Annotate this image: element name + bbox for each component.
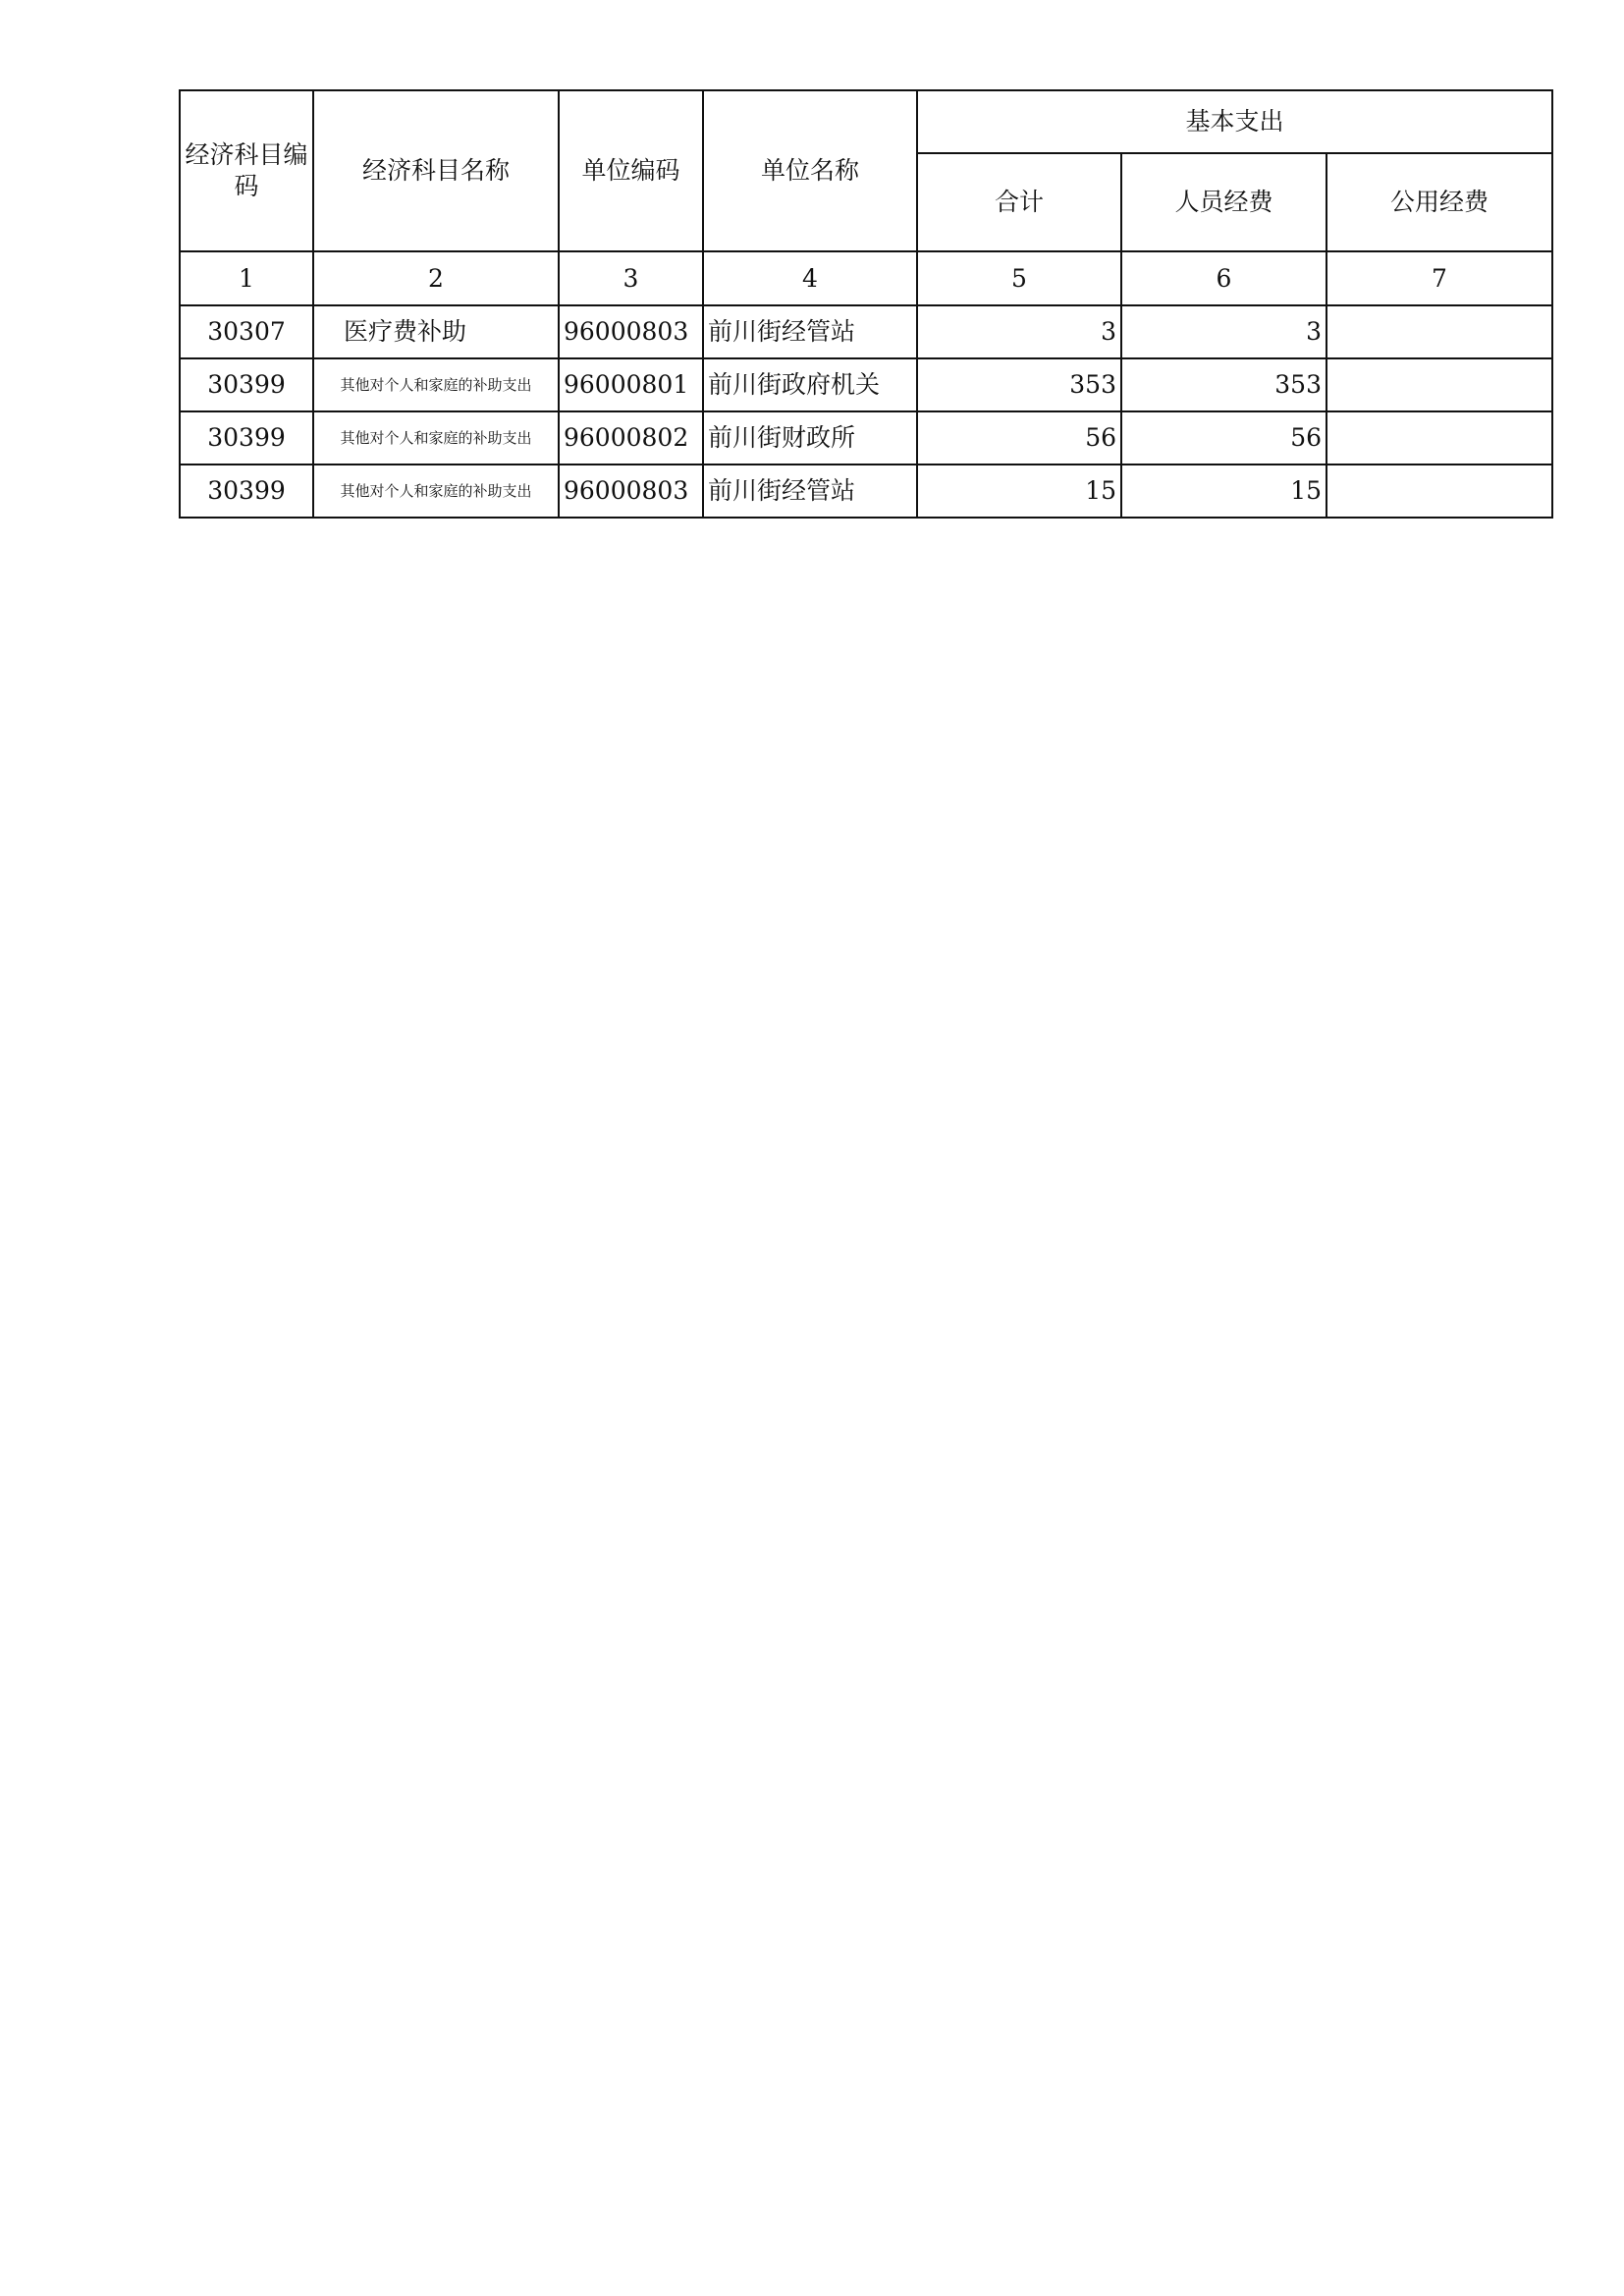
budget-table bbox=[179, 89, 1553, 519]
unit-code-cell: 96000803 bbox=[559, 465, 703, 518]
header-econ-code: 经济科目编码 bbox=[180, 90, 313, 251]
personnel-cell: 3 bbox=[1121, 305, 1326, 358]
public-cell bbox=[1326, 305, 1552, 358]
econ-code-cell: 30399 bbox=[180, 465, 313, 518]
total-cell: 3 bbox=[917, 305, 1121, 358]
econ-name-cell: 其他对个人和家庭的补助支出 bbox=[313, 465, 559, 518]
header-econ-name: 经济科目名称 bbox=[313, 90, 559, 251]
table-row bbox=[180, 465, 1552, 518]
index-cell: 1 bbox=[180, 251, 313, 305]
unit-code-cell: 96000801 bbox=[559, 358, 703, 411]
econ-code-cell: 30399 bbox=[180, 411, 313, 465]
unit-name-cell: 前川街经管站 bbox=[703, 465, 917, 518]
index-cell: 6 bbox=[1121, 251, 1326, 305]
personnel-cell: 353 bbox=[1121, 358, 1326, 411]
index-row bbox=[180, 251, 1552, 305]
public-cell bbox=[1326, 465, 1552, 518]
table-row bbox=[180, 305, 1552, 358]
index-cell: 4 bbox=[703, 251, 917, 305]
total-cell: 56 bbox=[917, 411, 1121, 465]
personnel-cell: 56 bbox=[1121, 411, 1326, 465]
econ-code-cell: 30307 bbox=[180, 305, 313, 358]
table-row bbox=[180, 358, 1552, 411]
econ-name-cell: 医疗费补助 bbox=[313, 305, 559, 358]
table-row bbox=[180, 411, 1552, 465]
unit-name-cell: 前川街财政所 bbox=[703, 411, 917, 465]
index-cell: 2 bbox=[313, 251, 559, 305]
index-cell: 5 bbox=[917, 251, 1121, 305]
header-row-top bbox=[180, 90, 1552, 153]
personnel-cell: 15 bbox=[1121, 465, 1326, 518]
unit-code-cell: 96000803 bbox=[559, 305, 703, 358]
unit-name-cell: 前川街经管站 bbox=[703, 305, 917, 358]
total-cell: 353 bbox=[917, 358, 1121, 411]
econ-name-cell: 其他对个人和家庭的补助支出 bbox=[313, 358, 559, 411]
unit-name-cell: 前川街政府机关 bbox=[703, 358, 917, 411]
unit-code-cell: 96000802 bbox=[559, 411, 703, 465]
header-basic-expense: 基本支出 bbox=[917, 90, 1552, 153]
header-public: 公用经费 bbox=[1326, 153, 1552, 251]
econ-name-cell: 其他对个人和家庭的补助支出 bbox=[313, 411, 559, 465]
index-cell: 7 bbox=[1326, 251, 1552, 305]
header-total: 合计 bbox=[917, 153, 1121, 251]
public-cell bbox=[1326, 358, 1552, 411]
header-unit-name: 单位名称 bbox=[703, 90, 917, 251]
index-cell: 3 bbox=[559, 251, 703, 305]
public-cell bbox=[1326, 411, 1552, 465]
header-unit-code: 单位编码 bbox=[559, 90, 703, 251]
header-personnel: 人员经费 bbox=[1121, 153, 1326, 251]
econ-code-cell: 30399 bbox=[180, 358, 313, 411]
total-cell: 15 bbox=[917, 465, 1121, 518]
